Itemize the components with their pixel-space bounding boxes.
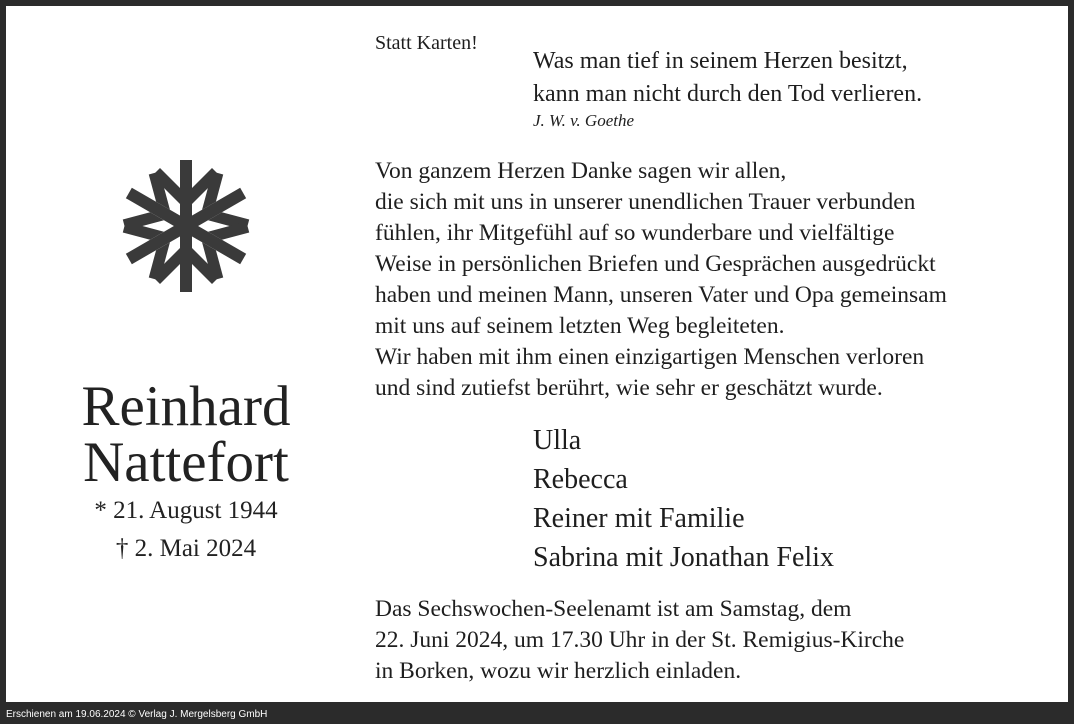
quote-author: J. W. v. Goethe (533, 111, 635, 130)
body-line: haben und meinen Mann, unseren Vater und Opa gemeinsam (375, 282, 947, 308)
deceased-first-name: Reinhard (81, 375, 291, 438)
body-line: und sind zutiefst berührt, wie sehr er geschätzt wurde. (375, 375, 883, 401)
notice-line: in Borken, wozu wir herzlich einladen. (375, 658, 742, 684)
signature-name: Reiner mit Familie (533, 503, 745, 534)
signature-name: Rebecca (533, 464, 628, 495)
body-line: fühlen, ihr Mitgefühl auf so wunderbare und vielfältige (375, 220, 895, 246)
birth-date: * 21. August 1944 (94, 497, 278, 524)
publication-footer: Erschienen am 19.06.2024 © Verlag J. Mergelsberg GmbH (6, 709, 268, 720)
signature-name: Sabrina mit Jonathan Felix (533, 542, 834, 573)
notice-line: Das Sechswochen-Seelenamt ist am Samstag, dem (375, 596, 852, 622)
body-line: mit uns auf seinem letzten Weg begleiteten. (375, 313, 785, 339)
obituary-card (6, 6, 1068, 702)
body-line: Wir haben mit ihm einen einzigartigen Menschen verloren (375, 344, 925, 370)
left-column (6, 6, 366, 702)
quote-line: kann man nicht durch den Tod verlieren. (533, 81, 923, 107)
notice-line: 22. Juni 2024, um 17.30 Uhr in der St. Remigius-Kirche (375, 627, 905, 653)
body-line: Von ganzem Herzen Danke sagen wir allen, (375, 158, 787, 184)
deceased-last-name: Nattefort (83, 431, 289, 494)
death-date: † 2. Mai 2024 (115, 535, 257, 562)
quote-line: Was man tief in seinem Herzen besitzt, (533, 48, 908, 74)
body-line: Weise in persönlichen Briefen und Gesprächen ausgedrückt (375, 251, 936, 277)
signature-name: Ulla (533, 425, 582, 456)
statt-karten: Statt Karten! (375, 32, 478, 54)
body-line: die sich mit uns in unserer unendlichen Trauer verbunden (375, 189, 916, 215)
snowflake-icon (116, 156, 256, 296)
